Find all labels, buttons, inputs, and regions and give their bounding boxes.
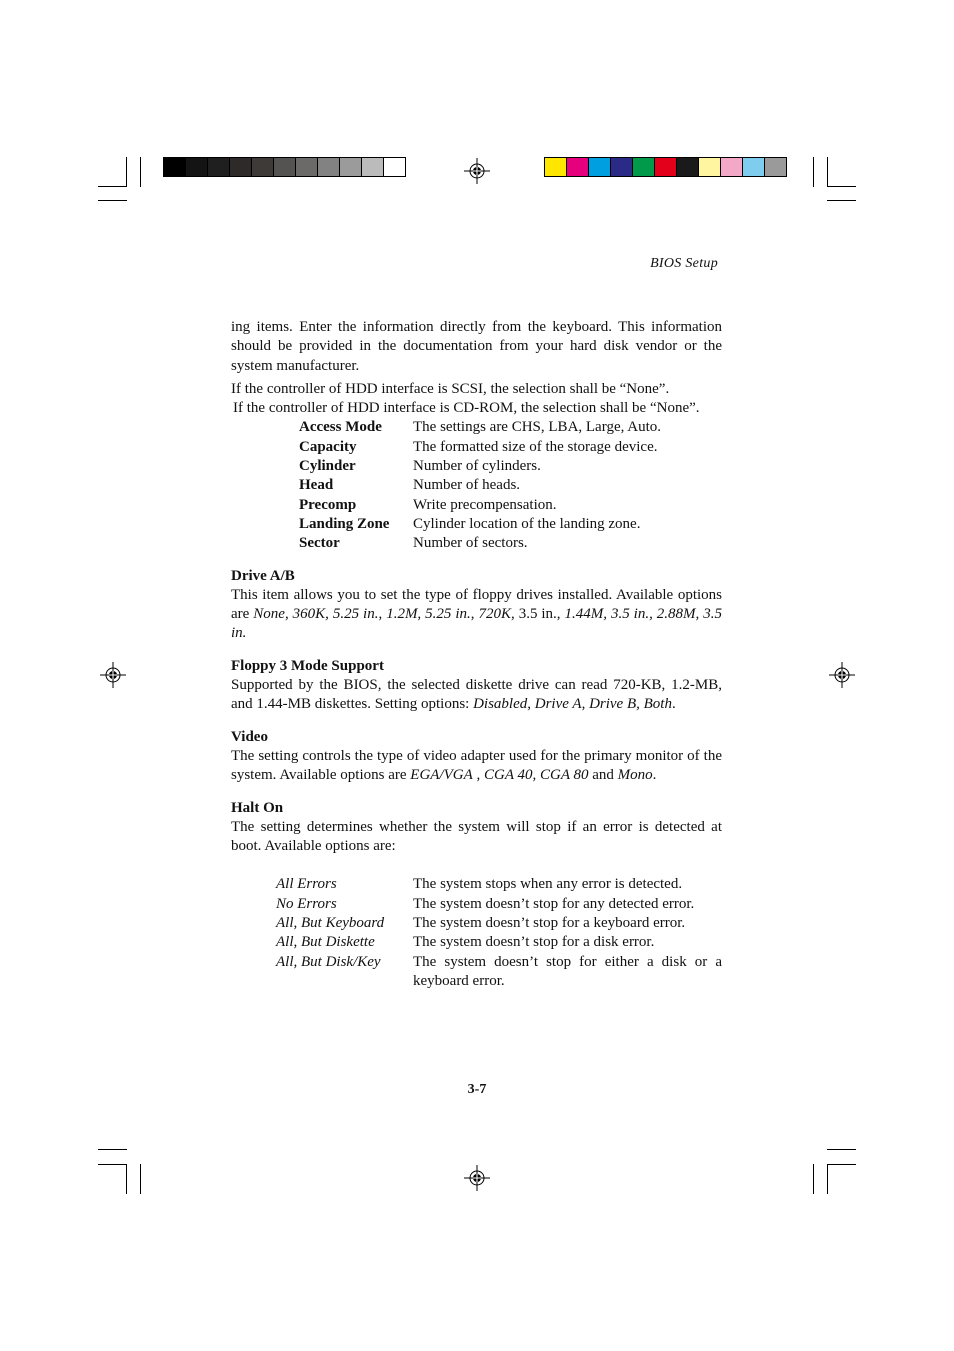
list-item bbox=[276, 953, 722, 992]
color-swatch bbox=[339, 157, 362, 177]
registration-mark-icon bbox=[464, 158, 490, 184]
color-swatch bbox=[676, 157, 699, 177]
option-text: Mono bbox=[617, 767, 653, 784]
section-body-video bbox=[231, 747, 722, 786]
option-text: None bbox=[253, 606, 285, 623]
option-term: All Errors bbox=[276, 876, 337, 893]
option-text: Drive B, Both bbox=[589, 696, 672, 713]
field-description: Number of heads. bbox=[413, 477, 521, 494]
color-swatch bbox=[654, 157, 677, 177]
option-description: The system stops when any error is detected. bbox=[413, 876, 683, 893]
option-text: Disabled bbox=[473, 696, 528, 713]
registration-mark-icon bbox=[829, 662, 855, 688]
list-item bbox=[276, 895, 722, 914]
cdrom-note: If the controller of HDD interface is CD-ROM, the selection shall be “None”. bbox=[233, 400, 700, 417]
option-text: EGA/VGA bbox=[410, 767, 473, 784]
color-swatch bbox=[207, 157, 230, 177]
list-item bbox=[276, 875, 722, 894]
section-heading-floppy3: Floppy 3 Mode Support bbox=[231, 657, 384, 674]
separator: and bbox=[588, 767, 618, 784]
color-swatch bbox=[632, 157, 655, 177]
color-swatch bbox=[610, 157, 633, 177]
option-description: The system doesn’t stop for either a disk or a keyboard error. bbox=[413, 953, 722, 989]
separator: , bbox=[532, 767, 540, 784]
field-term: Cylinder bbox=[299, 458, 356, 475]
color-swatch bbox=[742, 157, 765, 177]
list-item bbox=[299, 457, 722, 476]
color-swatch bbox=[544, 157, 567, 177]
color-swatch bbox=[720, 157, 743, 177]
option-term: All, But Diskette bbox=[276, 934, 375, 951]
option-description: The system doesn’t stop for a disk error. bbox=[413, 934, 655, 951]
list-item bbox=[299, 534, 722, 553]
color-swatch bbox=[273, 157, 296, 177]
field-term: Head bbox=[299, 477, 334, 494]
color-swatch bbox=[317, 157, 340, 177]
body-text: The setting controls the type of video adapter used for the primary monitor of the system. Available options are bbox=[231, 747, 722, 784]
field-description: The settings are CHS, LBA, Large, Auto. bbox=[413, 419, 662, 436]
section-heading-drive-ab: Drive A/B bbox=[231, 567, 295, 584]
color-swatch bbox=[185, 157, 208, 177]
option-text: CGA 40 bbox=[484, 767, 533, 784]
option-term: All, But Keyboard bbox=[276, 915, 385, 932]
option-text: 1.44M, 3.5 in., 2.88M, 3.5 in. bbox=[231, 606, 722, 642]
option-text: 720K bbox=[478, 606, 511, 623]
list-item bbox=[299, 476, 722, 495]
color-swatch bbox=[764, 157, 787, 177]
color-swatch bbox=[163, 157, 186, 177]
option-term: No Errors bbox=[276, 895, 337, 912]
section-heading-video: Video bbox=[231, 728, 268, 745]
separator: . bbox=[652, 767, 657, 784]
list-item bbox=[299, 438, 722, 457]
field-term: Landing Zone bbox=[299, 515, 390, 532]
option-text: CGA 80 bbox=[540, 767, 589, 784]
page-number: 3-7 bbox=[467, 1082, 487, 1097]
field-description: Number of sectors. bbox=[413, 535, 528, 552]
color-swatch bbox=[588, 157, 611, 177]
field-term: Capacity bbox=[299, 438, 357, 455]
separator: , bbox=[284, 606, 293, 623]
field-term: Sector bbox=[299, 535, 340, 552]
separator: . bbox=[671, 696, 676, 713]
section-body-floppy3 bbox=[231, 676, 722, 715]
color-swatch bbox=[566, 157, 589, 177]
separator: , bbox=[472, 767, 485, 784]
intro-paragraph: ing items. Enter the information directly from the keyboard. This information should be provided in the documentation from your hard disk vendor or the system manufacturer. bbox=[231, 319, 722, 374]
option-text: Drive A bbox=[534, 696, 582, 713]
page-content bbox=[231, 318, 722, 991]
body-text: Supported by the BIOS, the selected diskette drive can read 720-KB, 1.2-MB, and 1.44-MB diskettes. Setting options: bbox=[231, 677, 722, 713]
field-description: The formatted size of the storage device. bbox=[413, 438, 658, 455]
separator: , bbox=[378, 606, 387, 623]
field-description: Write precompensation. bbox=[413, 496, 557, 513]
separator: , 3.5 in., bbox=[510, 606, 565, 623]
option-description: The system doesn’t stop for any detected error. bbox=[413, 895, 695, 912]
field-description: Cylinder location of the landing zone. bbox=[413, 515, 641, 532]
registration-mark-icon bbox=[100, 662, 126, 688]
scsi-note: If the controller of HDD interface is SCSI, the selection shall be “None”. bbox=[231, 380, 670, 397]
field-description: Number of cylinders. bbox=[413, 458, 541, 475]
list-item bbox=[299, 496, 722, 515]
list-item bbox=[299, 515, 722, 534]
color-swatch bbox=[251, 157, 274, 177]
list-item bbox=[276, 933, 722, 952]
color-swatch bbox=[698, 157, 721, 177]
section-body-halt-on: The setting determines whether the system will stop if an error is detected at boot. Available options are: bbox=[231, 818, 722, 855]
section-body-drive-ab bbox=[231, 586, 722, 644]
halt-on-option-list bbox=[276, 875, 722, 991]
hdd-field-list bbox=[299, 418, 722, 553]
section-heading-halt-on: Halt On bbox=[231, 799, 284, 816]
option-description: The system doesn’t stop for a keyboard error. bbox=[413, 915, 686, 932]
color-swatch bbox=[229, 157, 252, 177]
option-term: All, But Disk/Key bbox=[276, 953, 381, 970]
color-swatch bbox=[295, 157, 318, 177]
body-text: This item allows you to set the type of floppy drives installed. Available options are bbox=[231, 586, 722, 623]
color-swatch bbox=[361, 157, 384, 177]
running-header: BIOS Setup bbox=[650, 256, 718, 271]
field-term: Access Mode bbox=[299, 419, 382, 436]
separator: , bbox=[470, 606, 479, 623]
field-term: Precomp bbox=[299, 496, 357, 513]
registration-mark-icon bbox=[464, 1165, 490, 1191]
list-item bbox=[299, 418, 722, 437]
color-swatch bbox=[383, 157, 406, 177]
option-text: 1.2M, 5.25 in. bbox=[386, 606, 471, 623]
option-text: 360K, 5.25 in. bbox=[292, 606, 379, 623]
separator: , bbox=[581, 696, 590, 713]
list-item bbox=[276, 914, 722, 933]
separator: , bbox=[527, 696, 535, 713]
